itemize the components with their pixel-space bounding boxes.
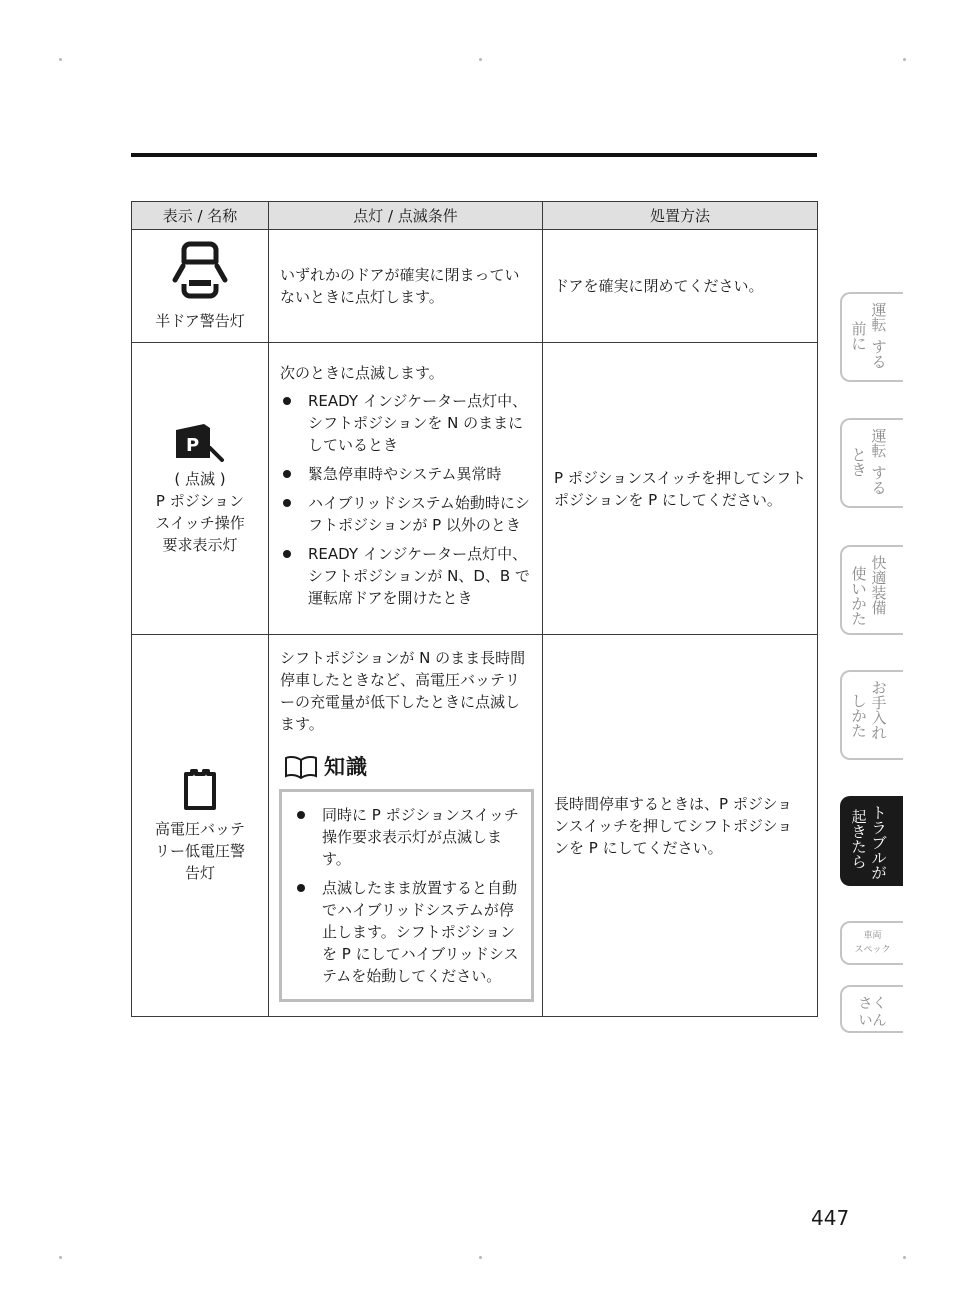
p-letter: P — [186, 434, 200, 456]
crop-mark — [479, 1256, 482, 1259]
table-header-row — [132, 202, 818, 230]
tab-label: いん — [858, 1013, 887, 1029]
table-row — [132, 343, 818, 635]
crop-mark — [479, 58, 482, 61]
tab-comfort-equipment[interactable] — [840, 545, 903, 635]
tab-label: 車両 — [863, 931, 882, 941]
action-cell: ドアを確実に閉めてください。 — [543, 230, 818, 343]
warning-name: 半ドア警告灯 — [155, 312, 245, 330]
battery-warning-icon — [180, 768, 220, 812]
table-row — [132, 230, 818, 343]
tab-label: する — [871, 338, 887, 371]
list-item: 点滅したまま放置すると自動でハイブリッドシステムが停止します。シフトポジションを P にしてハイブリッドシステムを始動してください。 — [294, 877, 521, 987]
warning-name-line: リー低電圧警 — [154, 841, 245, 860]
tab-when-driving[interactable] — [840, 418, 903, 508]
tab-label: さく — [858, 996, 887, 1012]
tab-label: とき — [851, 446, 867, 479]
header-name: 表示 / 名称 — [132, 202, 269, 230]
knowledge-title: 知識 — [324, 755, 368, 779]
header-action: 処置方法 — [543, 202, 818, 230]
condition-intro: 次のときに点滅します。 — [280, 363, 444, 382]
list-item: ハイブリッドシステム始動時にシフトポジションが P 以外のとき — [280, 492, 532, 536]
crop-mark — [903, 58, 906, 61]
tab-index[interactable] — [840, 985, 903, 1033]
book-icon — [284, 755, 318, 779]
tab-label: お手入れ — [871, 679, 887, 742]
list-item: 同時に P ポジションスイッチ操作要求表示灯が点滅します。 — [294, 804, 521, 870]
condition-cell: いずれかのドアが確実に閉まっていないときに点灯します。 — [269, 230, 543, 343]
list-item: 緊急停車時やシステム異常時 — [280, 463, 532, 485]
warning-light-table — [131, 201, 818, 1017]
top-rule — [131, 153, 817, 157]
tab-label: する — [871, 464, 887, 497]
crop-mark — [59, 58, 62, 61]
list-item: READY インジケーター点灯中、シフトポジションが N、D、B で運転席ドアを開けたとき — [280, 543, 532, 609]
tab-label: 起きたら — [851, 808, 867, 871]
knowledge-heading — [284, 755, 532, 779]
tab-before-driving[interactable] — [840, 292, 903, 382]
crop-mark — [59, 1256, 62, 1259]
tab-label: スペック — [854, 945, 891, 955]
warning-name-line: ( 点滅 ) — [174, 469, 226, 488]
condition-cell — [269, 635, 543, 1017]
tab-label: 運転 — [871, 427, 887, 460]
warning-name-line: 要求表示灯 — [162, 535, 238, 554]
crop-mark — [903, 1256, 906, 1259]
tab-label: 使いかた — [851, 565, 867, 628]
knowledge-list — [294, 804, 521, 987]
list-item: READY インジケーター点灯中、シフトポジションを N のままにしているとき — [280, 390, 532, 456]
tab-vehicle-specs[interactable] — [840, 921, 903, 965]
tab-label: しかた — [851, 692, 867, 740]
tab-trouble[interactable] — [840, 796, 903, 886]
tab-maintenance[interactable] — [840, 670, 903, 760]
action-cell: 長時間停車するときは、P ポジションスイッチを押してシフトポジションを P にしてください。 — [543, 635, 818, 1017]
door-ajar-icon — [172, 240, 228, 304]
condition-cell — [269, 343, 543, 635]
tab-label: 前に — [851, 320, 867, 353]
warning-name-line: P ポジション — [155, 491, 245, 510]
tab-label: 快適装備 — [871, 554, 887, 617]
warning-name-line: スイッチ操作 — [155, 513, 245, 532]
name-cell — [132, 230, 269, 343]
warning-name-line: 高電圧バッテ — [154, 819, 245, 838]
header-condition: 点灯 / 点滅条件 — [269, 202, 543, 230]
name-cell — [132, 343, 269, 635]
table-row — [132, 635, 818, 1017]
tab-label: トラブルが — [871, 804, 887, 882]
tab-label: 運転 — [871, 301, 887, 334]
page-number: 447 — [811, 1206, 850, 1230]
condition-text: シフトポジションが N のまま長時間停車したときなど、高電圧バッテリーの充電量が低下したときに点滅します。 — [280, 649, 526, 733]
knowledge-box — [279, 789, 534, 1002]
name-cell — [132, 635, 269, 1017]
condition-list — [280, 390, 532, 609]
p-position-switch-icon — [174, 422, 226, 462]
warning-name-line: 告灯 — [184, 863, 215, 882]
action-cell: P ポジションスイッチを押してシフトポジションを P にしてください。 — [543, 343, 818, 635]
